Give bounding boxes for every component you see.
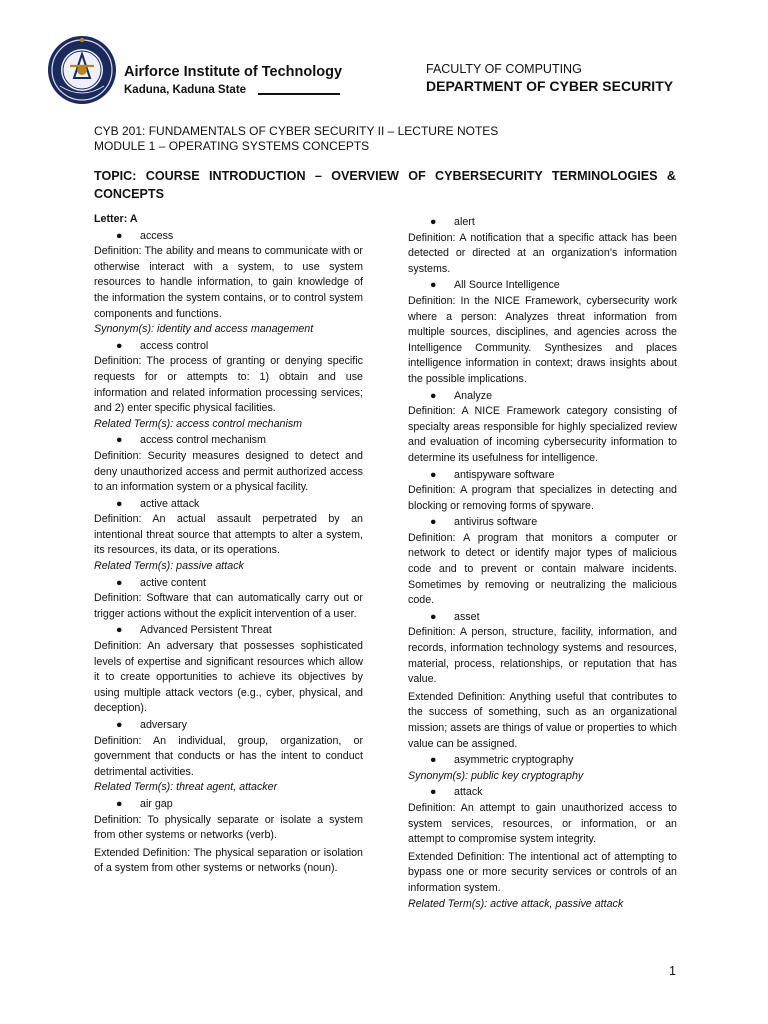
term-definition: Definition: A notification that a specific attack has been detected or directed at an organization’s information systems. [408,231,677,275]
term-definition: Definition: An attempt to gain unauthorized access to system services, resources, or information, or an attempt to compromise system integrity. [408,801,677,846]
glossary-term [408,389,677,405]
bullet-icon: ● [116,719,123,731]
term-definition: Definition: To physically separate or isolate a system from other systems or networks (verb). [94,813,363,842]
left-column [94,212,363,877]
term-label: antispyware software [454,468,555,481]
institute-name: Airforce Institute of Technology [124,64,343,80]
glossary-term [94,718,363,734]
term-related-note: Related Term(s): active attack, passive attack [408,897,624,910]
glossary-term [94,229,363,245]
bullet-icon: ● [116,797,123,810]
bullet-icon: ● [116,497,123,510]
term-label: air gap [140,797,173,810]
faculty-name: FACULTY OF COMPUTING [426,62,582,76]
term-label: alert [454,216,475,228]
bullet-icon: ● [116,339,123,352]
term-label: All Source Intelligence [454,279,560,292]
glossary-term [408,215,677,231]
bullet-icon: ● [116,229,123,242]
term-definition: Definition: An adversary that possesses sophisticated levels of expertise and significant resources which allow it to create opportunities to achieve its objectives by using multiple attack vectors (e.g., cyber, physical, and deception). [94,640,363,715]
term-definition: Definition: A program that specializes in detecting and blocking or removing forms of spyware. [408,484,677,512]
term-label: Advanced Persistent Threat [140,624,272,637]
term-related-note: Related Term(s): access control mechanism [94,417,303,430]
term-definition: Extended Definition: The physical separation or isolation of a system from other systems or networks (noun). [94,846,363,875]
term-label: adversary [140,719,187,731]
glossary-term [408,515,677,531]
bullet-icon: ● [430,610,437,623]
bullet-icon: ● [430,786,437,799]
glossary-term [94,497,363,513]
bullet-icon: ● [116,624,123,637]
term-related-note: Synonym(s): public key cryptography [408,769,584,782]
right-column [408,214,677,912]
glossary-term [408,610,677,626]
term-label: asymmetric cryptography [454,754,574,767]
term-definition: Definition: The process of granting or denying specific requests for or attempts to: 1) obtain and use information and related information processing services; and 2) enter specific physical facilities. [94,355,363,415]
page-number: 1 [669,964,676,978]
glossary-term [408,785,677,801]
bullet-icon: ● [430,389,437,402]
term-definition: Definition: A NICE Framework category consisting of specialty areas responsible for highly specialized review and evaluation of incoming cybersecurity information to determine its usefulness for intelligence. [408,405,677,464]
bullet-icon: ● [430,279,437,292]
document-header [40,34,730,104]
letter-heading: Letter: A [94,213,138,225]
glossary-term [94,797,363,813]
bullet-icon: ● [430,216,437,228]
bullet-icon: ● [116,576,123,589]
term-label: access control [140,339,209,352]
header-underline [258,93,340,95]
term-definition: Definition: In the NICE Framework, cybersecurity work where a person: Analyzes threat information from multiple sources, disciplines, and agencies across the Intelligence Community. Synthesizes and places intelligence information in context; draws insights about the possible implications. [408,294,677,385]
term-label: active attack [140,497,200,510]
term-definition: Definition: An actual assault perpetrated by an intentional threat source that attempts to alter a system, its resources, its data, or its operations. [94,513,363,557]
bullet-icon: ● [430,516,437,529]
module-title: MODULE 1 – OPERATING SYSTEMS CONCEPTS [94,139,370,153]
term-label: attack [454,786,483,799]
glossary-term [408,468,677,484]
term-definition: Extended Definition: Anything useful that contributes to the success of something, such as an organizational mission; assets are things of value or properties to which value can be assigned. [408,690,677,750]
course-info [94,124,694,154]
bullet-icon: ● [430,754,437,767]
institute-seal-icon [46,34,118,106]
bullet-icon: ● [430,468,437,481]
term-label: active content [140,576,206,589]
course-code-title: CYB 201: FUNDAMENTALS OF CYBER SECURITY II – LECTURE NOTES [94,124,499,138]
term-label: access control mechanism [140,434,266,447]
term-label: antivirus software [454,516,538,529]
term-related-note: Related Term(s): threat agent, attacker [94,781,278,794]
glossary-term [94,576,363,592]
term-label: asset [454,610,480,623]
glossary-term [408,753,677,769]
institute-logo [46,34,118,106]
topic-heading: TOPIC: COURSE INTRODUCTION – OVERVIEW OF CYBERSECURITY TERMINOLOGIES & CONCEPTS [94,169,676,201]
glossary-term [94,433,363,449]
term-definition: Definition: The ability and means to communicate with or otherwise interact with a system, to use system resources to handle information, to gain knowledge of the information the system contains, or to control system components and functions. [94,245,363,320]
term-related-note: Synonym(s): identity and access management [94,323,314,336]
term-definition: Definition: An individual, group, organization, or government that conducts or has the intent to conduct detrimental activities. [94,734,363,778]
glossary-term [408,278,677,294]
term-definition: Definition: A program that monitors a computer or network to detect or identify major types of malicious code and to prevent or contain malware incidents. Sometimes by removing or neutralizing the malicious code. [408,531,677,607]
term-definition: Extended Definition: The intentional act of attempting to bypass one or more security services or controls of an information system. [408,850,677,894]
term-label: Analyze [454,389,493,402]
bullet-icon: ● [116,434,123,447]
term-definition: Definition: Security measures designed to detect and deny unauthorized access and permit authorized access to an information system or a physical facility. [94,449,363,494]
department-name: DEPARTMENT OF CYBER SECURITY [426,78,674,94]
term-related-note: Related Term(s): passive attack [94,560,244,573]
glossary-term [94,339,363,355]
term-definition: Definition: A person, structure, facility, information, and records, information technology systems and resources, material, process, relationships, or reputation that has value. [408,626,677,686]
term-definition: Definition: Software that can automatically carry out or trigger actions without the explicit intervention of a user. [94,592,363,620]
glossary-term [94,623,363,639]
institute-location: Kaduna, Kaduna State [124,84,247,96]
term-label: access [140,229,174,242]
